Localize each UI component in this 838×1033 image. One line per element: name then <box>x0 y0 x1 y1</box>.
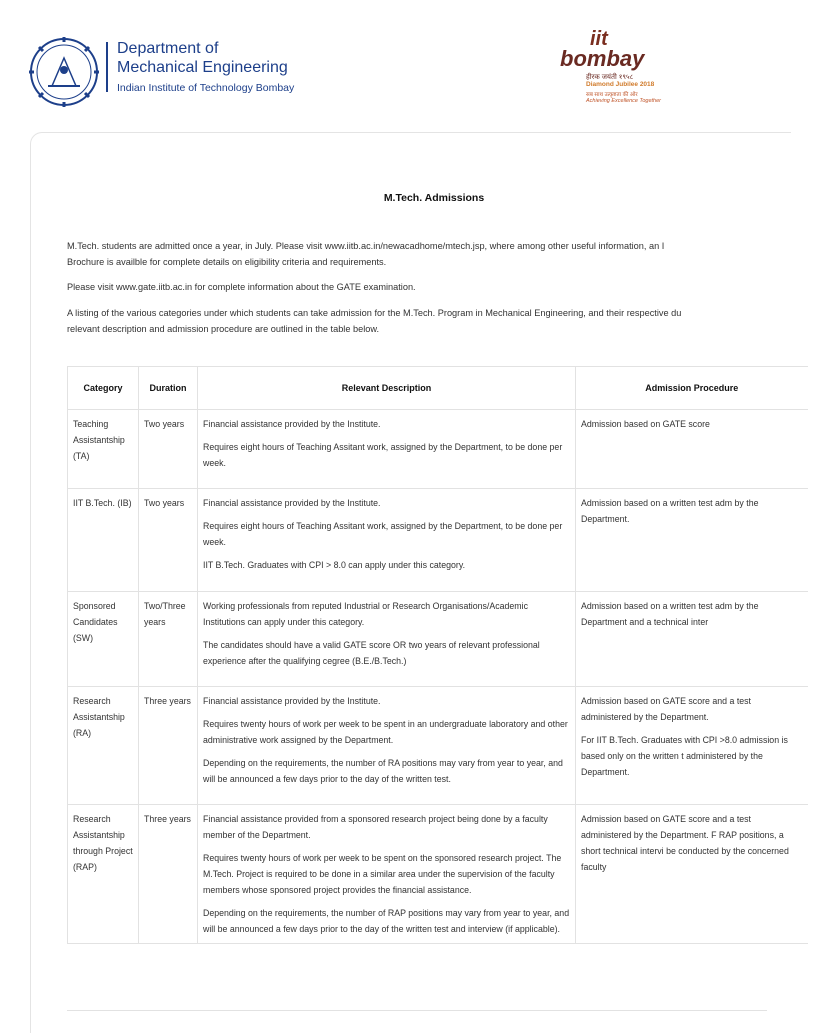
cell-duration: Two years <box>139 410 198 489</box>
header-description: Relevant Description <box>198 367 576 410</box>
proc-text: Admission based on a written test adm by the Department and a technical inter <box>581 601 759 627</box>
logo-jubilee-text: Diamond Jubilee 2018 <box>586 81 655 88</box>
header-divider <box>106 42 108 92</box>
cell-category: Sponsored Candidates (SW) <box>68 592 139 687</box>
intro-para-line2: Brochure is availble for complete details on eligibility criteria and requirements. <box>67 257 387 267</box>
logo-bombay-text: bombay <box>560 46 645 71</box>
logo-iit-text: iit <box>590 28 608 50</box>
header-procedure: Admission Procedure <box>576 367 808 410</box>
desc-text: Requires twenty hours of work per week to be spent in an undergraduate laboratory and other administrative work assigned by the Department. <box>203 719 568 745</box>
intro-para-line1: M.Tech. students are admitted once a year, in July. Please visit www.iitb.ac.in/newacadhome/mtech.jsp, where among other useful information, an I <box>67 241 665 251</box>
table-row <box>68 592 808 687</box>
proc-text: Admission based on a written test adm by the Department. <box>581 498 759 524</box>
cell-procedure <box>576 805 808 944</box>
cell-duration: Three years <box>139 687 198 805</box>
table-row <box>68 489 808 592</box>
page-header <box>0 0 768 120</box>
desc-text: Working professionals from reputed Industrial or Research Organisations/Academic Institutions can apply under this category. <box>203 601 528 627</box>
desc-text: Depending on the requirements, the number of RAP positions may vary from year to year, and will be announced a few days prior to the day of the written test and interview (if applicable). <box>203 908 570 934</box>
logo-tagline: Achieving Excellence Together <box>586 98 662 104</box>
cell-procedure <box>576 410 808 489</box>
cell-duration: Three years <box>139 805 198 944</box>
institute-name: Indian Institute of Technology Bombay <box>117 82 295 94</box>
proc-text: Admission based on GATE score and a test administered by the Department. F RAP positions, a short technical intervi be conducted by the concerned faculty <box>581 814 789 872</box>
cell-description <box>198 410 576 489</box>
table-row <box>68 410 808 489</box>
cell-procedure <box>576 687 808 805</box>
cell-description <box>198 805 576 944</box>
cell-category: IIT B.Tech. (IB) <box>68 489 139 592</box>
table-row <box>68 687 808 805</box>
logo-hindi-text: हीरक जयंती १९५८ <box>586 74 634 81</box>
proc-text: For IIT B.Tech. Graduates with CPI >8.0 admission is based only on the written t administered by the Department. <box>581 735 788 777</box>
cell-duration: Two years <box>139 489 198 592</box>
gate-para: Please visit www.gate.iitb.ac.in for complete information about the GATE examination. <box>67 282 416 292</box>
cell-category: Research Assistantship (RA) <box>68 687 139 805</box>
table-row <box>68 805 808 944</box>
cell-procedure <box>576 489 808 592</box>
diamond-jubilee-logo <box>560 28 670 116</box>
desc-text: Requires eight hours of Teaching Assitant work, assigned by the Department, to be done per week. <box>203 521 563 547</box>
desc-text: Financial assistance provided by the Institute. <box>203 419 381 429</box>
table-header-row <box>68 367 808 410</box>
page-title: M.Tech. Admissions <box>383 192 485 204</box>
desc-text: Requires eight hours of Teaching Assitant work, assigned by the Department, to be done per week. <box>203 442 563 468</box>
dept-name-line2: Mechanical Engineering <box>117 59 288 76</box>
iitb-seal-logo <box>28 36 100 108</box>
header-duration: Duration <box>139 367 198 410</box>
desc-text: IIT B.Tech. Graduates with CPI > 8.0 can apply under this category. <box>203 560 466 570</box>
header-category: Category <box>68 367 139 410</box>
cell-category: Research Assistantship through Project (RAP) <box>68 805 139 944</box>
listing-para-line2: relevant description and admission procedure are outlined in the table below. <box>67 324 380 334</box>
cell-description <box>198 687 576 805</box>
admissions-table <box>67 366 808 944</box>
dept-name-line1: Department of <box>117 40 219 57</box>
cell-category: Teaching Assistantship (TA) <box>68 410 139 489</box>
cell-description <box>198 489 576 592</box>
desc-text: The candidates should have a valid GATE score OR two years of relevant professional experience after the qualifying cegree (B.E./B.Tech.) <box>203 640 540 666</box>
cell-procedure <box>576 592 808 687</box>
desc-text: Financial assistance provided from a sponsored research project being done by a faculty member of the Department. <box>203 814 548 840</box>
proc-text: Admission based on GATE score <box>581 419 710 429</box>
desc-text: Financial assistance provided by the Institute. <box>203 498 381 508</box>
desc-text: Depending on the requirements, the number of RA positions may vary from year to year, and will be announced a few days prior to the day of the written test. <box>203 758 563 784</box>
desc-text: Requires twenty hours of work per week to be spent on the sponsored research project. The M.Tech. Project is required to be done in a similar area under the supervision of the faculty members whose sponsored project provides the financial assistance. <box>203 853 562 895</box>
footer-divider <box>67 1010 767 1011</box>
proc-text: Admission based on GATE score and a test administered by the Department. <box>581 696 751 722</box>
cell-duration: Two/Three years <box>139 592 198 687</box>
listing-para-line1: A listing of the various categories under which students can take admission for the M.Tech. Program in Mechanical Engineering, and their respective du <box>67 308 682 318</box>
logo-tagline-hindi: सब साथ उत्कृष्टता की ओर <box>586 92 638 98</box>
desc-text: Financial assistance provided by the Institute. <box>203 696 381 706</box>
cell-description <box>198 592 576 687</box>
